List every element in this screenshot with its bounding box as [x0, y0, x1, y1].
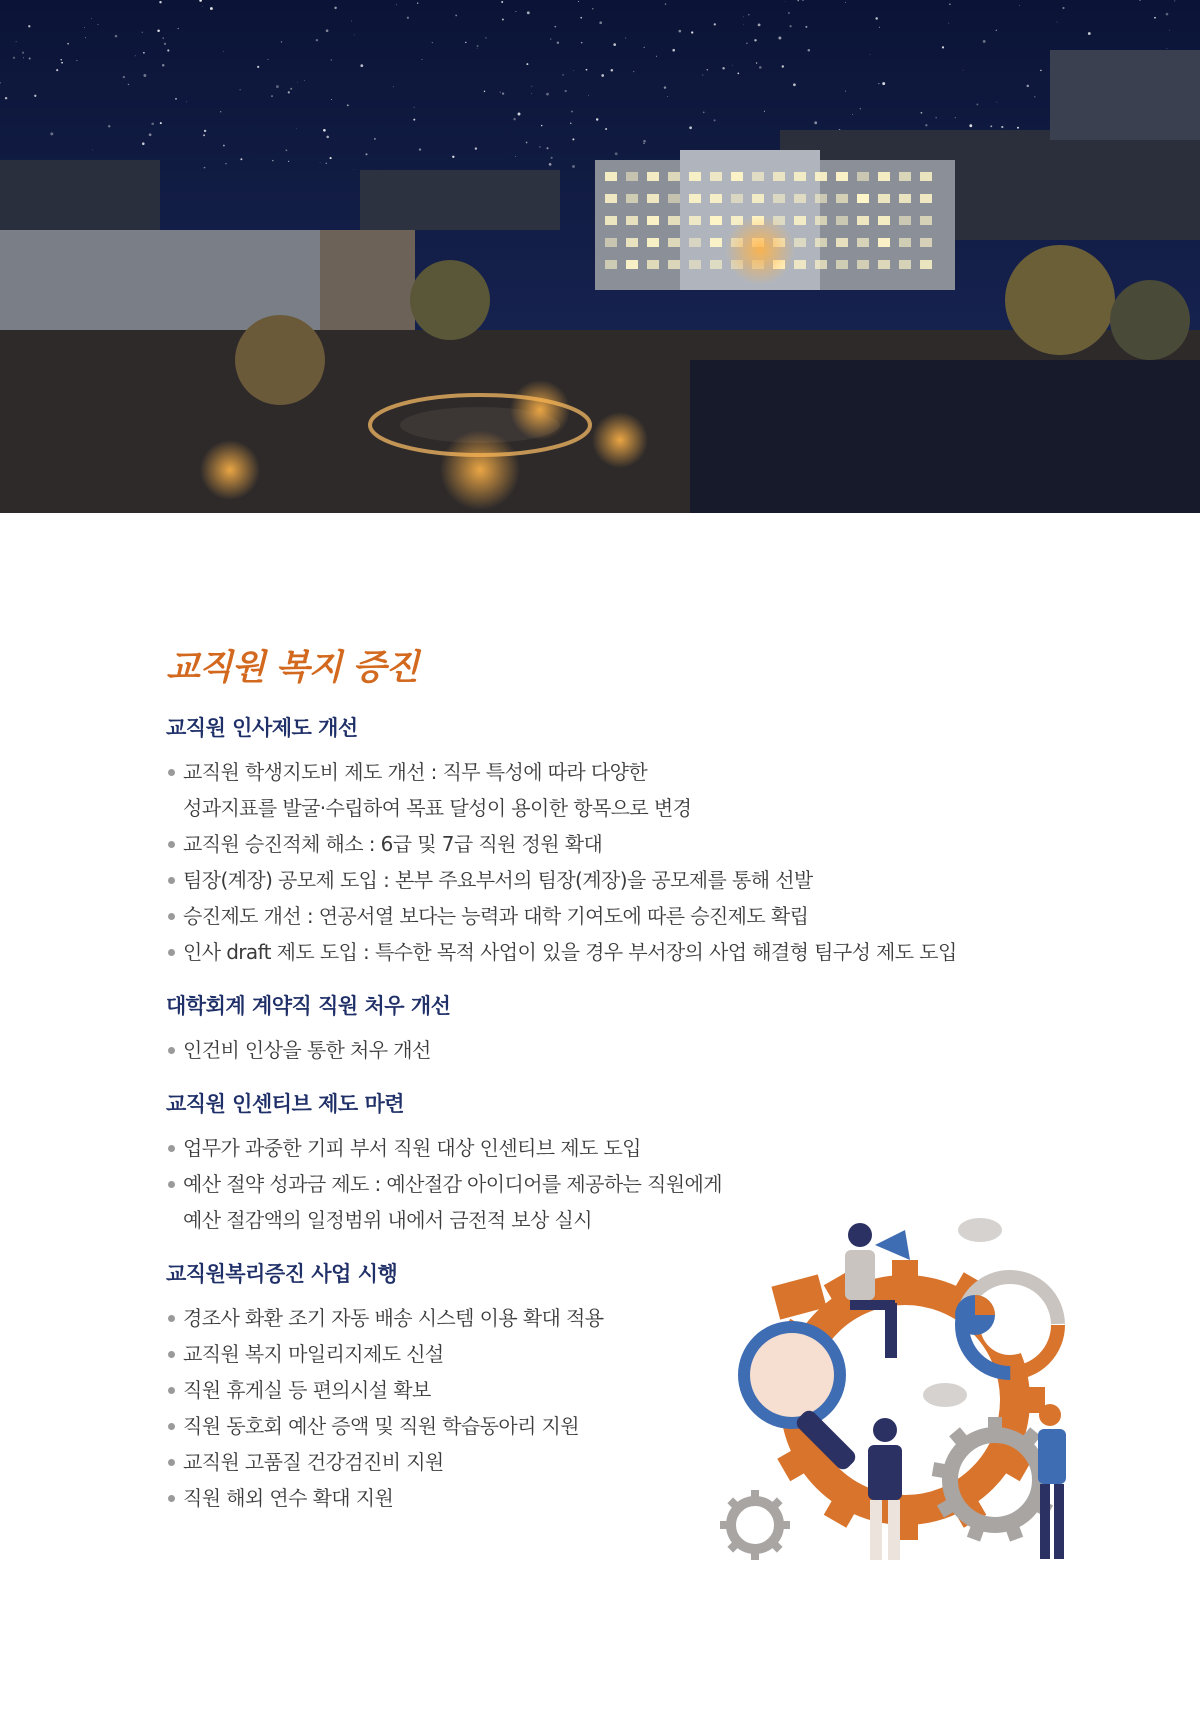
item-text: 업무가 과중한 기피 부서 직원 대상 인센티브 제도 도입 [183, 1136, 641, 1160]
bullet-icon [168, 1423, 175, 1430]
bullet-icon [168, 1315, 175, 1322]
item-text: 경조사 화환 조기 자동 배송 시스템 이용 확대 적용 [183, 1306, 604, 1330]
list-item [166, 934, 966, 970]
bullet-icon [168, 949, 175, 956]
item-text: 교직원 승진적체 해소 : 6급 및 7급 직원 정원 확대 [183, 832, 603, 856]
bullet-icon [168, 1181, 175, 1188]
bullet-icon [168, 1459, 175, 1466]
page-title: 교직원 복지 증진 [166, 648, 419, 688]
section-heading: 교직원복리증진 사업 시행 [166, 1262, 398, 1286]
list-item [166, 826, 966, 862]
list-item [166, 1130, 966, 1166]
item-text: 승진제도 개선 : 연공서열 보다는 능력과 대학 기여도에 따른 승진제도 확립 [183, 904, 809, 928]
item-text-continued: 성과지표를 발굴·수립하여 목표 달성이 용이한 항목으로 변경 [183, 796, 692, 820]
bullet-icon [168, 769, 175, 776]
list-item [166, 1032, 966, 1068]
item-text: 예산 절약 성과금 제도 : 예산절감 아이디어를 제공하는 직원에게 [183, 1172, 722, 1196]
section-heading: 교직원 인센티브 제도 마련 [166, 1092, 405, 1116]
section [166, 712, 966, 970]
item-text: 팀장(계장) 공모제 도입 : 본부 주요부서의 팀장(계장)을 공모제를 통해 선발 [183, 868, 813, 892]
item-text: 교직원 복지 마일리지제도 신설 [183, 1342, 444, 1366]
item-text-continued: 예산 절감액의 일정범위 내에서 금전적 보상 실시 [183, 1208, 592, 1232]
section [166, 990, 966, 1068]
bullet-icon [168, 877, 175, 884]
bullet-icon [168, 841, 175, 848]
item-text: 교직원 고품질 건강검진비 지원 [183, 1450, 444, 1474]
item-text: 직원 동호회 예산 증액 및 직원 학습동아리 지원 [183, 1414, 579, 1438]
bullet-icon [168, 1387, 175, 1394]
bullet-list [166, 754, 966, 970]
item-text: 인사 draft 제도 도입 : 특수한 목적 사업이 있을 경우 부서장의 사업 해결형 팀구성 제도 도입 [183, 940, 957, 964]
item-text: 직원 휴게실 등 편의시설 확보 [183, 1378, 431, 1402]
list-item [166, 898, 966, 934]
bullet-icon [168, 1047, 175, 1054]
item-text: 교직원 학생지도비 제도 개선 : 직무 특성에 따라 다양한 [183, 760, 648, 784]
bullet-icon [168, 1351, 175, 1358]
gear-team-illustration [720, 1215, 1110, 1575]
bullet-list [166, 1032, 966, 1068]
bullet-icon [168, 1145, 175, 1152]
hero-campus-photo [0, 0, 1200, 513]
list-item [166, 754, 966, 826]
item-text: 직원 해외 연수 확대 지원 [183, 1486, 394, 1510]
bullet-icon [168, 1495, 175, 1502]
list-item [166, 862, 966, 898]
section-heading: 대학회계 계약직 직원 처우 개선 [166, 994, 451, 1018]
section-heading: 교직원 인사제도 개선 [166, 716, 358, 740]
bullet-icon [168, 913, 175, 920]
item-text: 인건비 인상을 통한 처우 개선 [183, 1038, 431, 1062]
